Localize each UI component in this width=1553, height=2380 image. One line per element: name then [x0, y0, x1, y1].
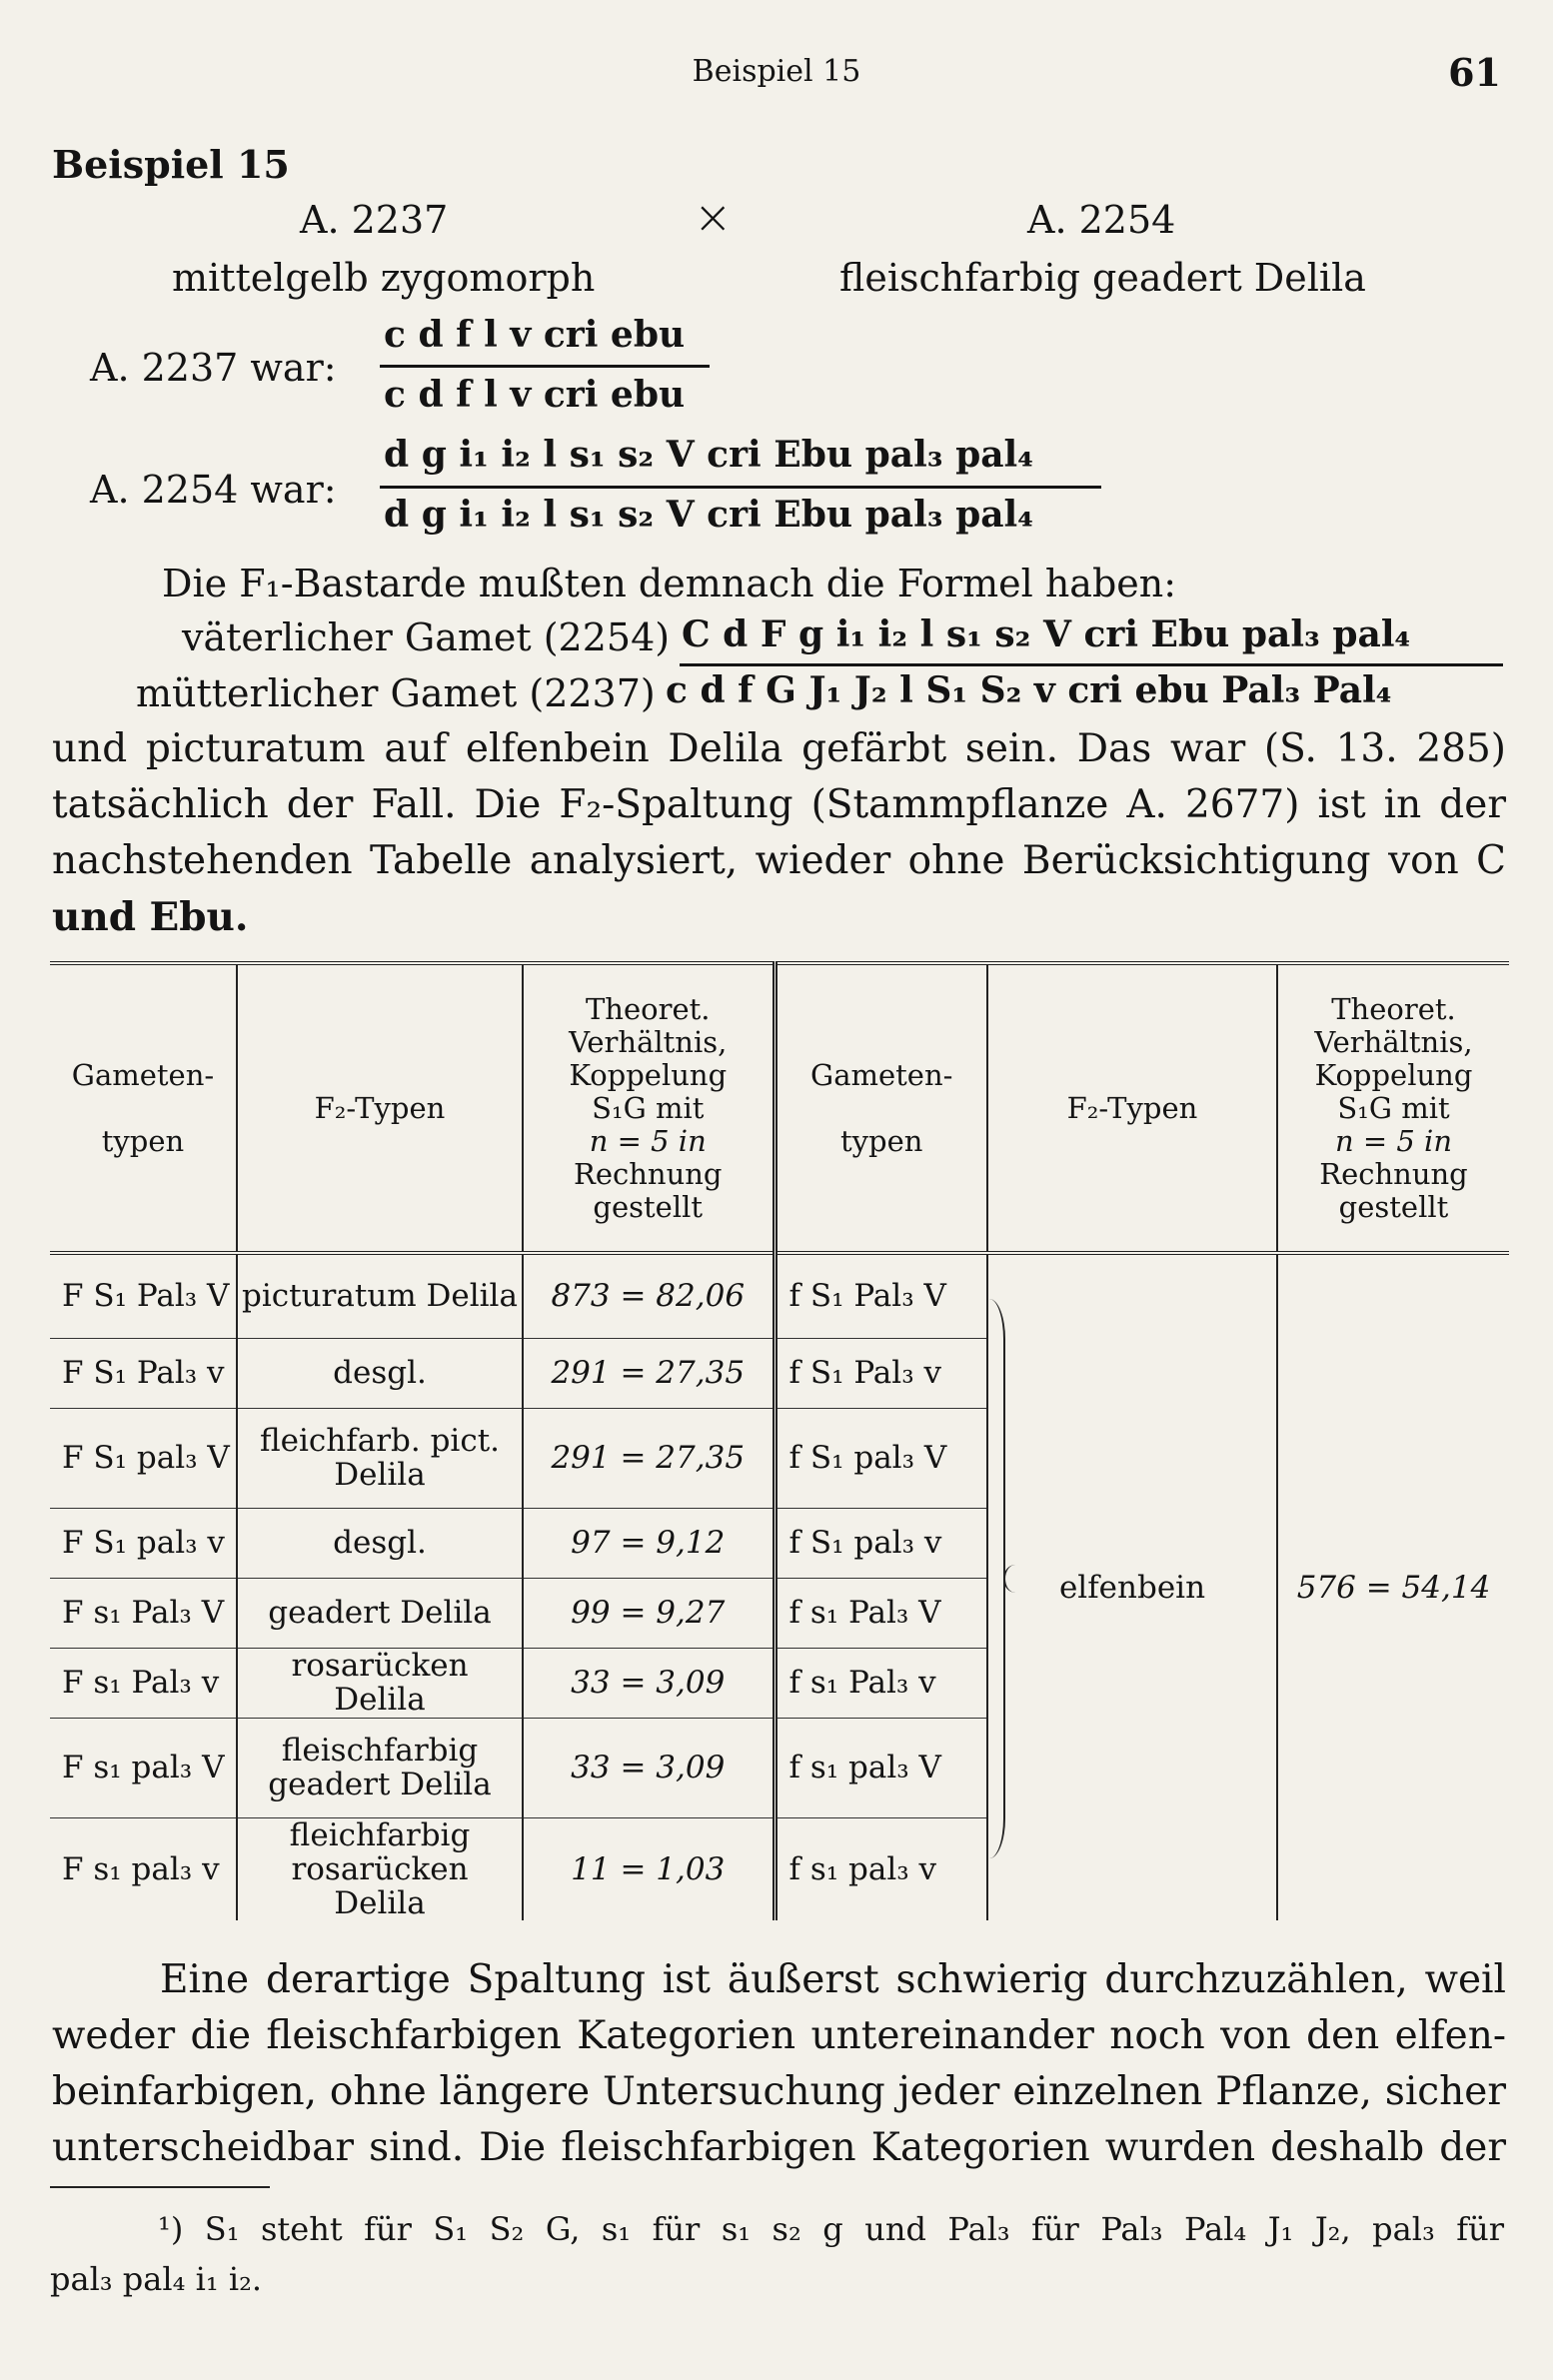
value-cell-right: 576 = 54,14 [1277, 1253, 1509, 1920]
fraction-line [680, 663, 1503, 666]
f1-intro: Die F₁-Bastarde mußten demnach die Formel haben: [162, 562, 1177, 605]
f2-type-cell: fleischfarbig geadert Delila [237, 1718, 523, 1817]
mother-gamete-formula: c d f G J₁ J₂ l S₁ S₂ v cri ebu Pal₃ Pal₄ [666, 669, 1392, 711]
gamete-cell: F S₁ pal₃ v [50, 1508, 237, 1578]
gamete-cell: F S₁ Pal₃ v [50, 1338, 237, 1408]
gamete-cell-right: f s₁ Pal₃ V [775, 1578, 987, 1648]
paragraph-2 [52, 1952, 1506, 2176]
value-cell: 33 = 3,09 [523, 1718, 775, 1817]
f2-type-cell: fleichfarbig rosarücken Delila [237, 1817, 523, 1920]
formula-label: A. 2237 war: [90, 346, 337, 390]
gamete-cell-right: f S₁ pal₃ V [775, 1408, 987, 1508]
cross-symbol: × [694, 190, 733, 244]
value-cell: 291 = 27,35 [523, 1408, 775, 1508]
gamete-cell-right: f S₁ pal₃ v [775, 1508, 987, 1578]
formula-denominator: c d f l v cri ebu [384, 374, 686, 416]
value-cell: 33 = 3,09 [523, 1648, 775, 1718]
value-cell: 97 = 9,12 [523, 1508, 775, 1578]
cross-right-code: A. 2254 [1027, 198, 1176, 242]
running-title: Beispiel 15 [692, 54, 861, 89]
gamete-cell-right: f s₁ Pal₃ v [775, 1648, 987, 1718]
formula-denominator: d g i₁ i₂ l s₁ s₂ V cri Ebu pal₃ pal₄ [384, 494, 1034, 536]
header-theoret-right: Theoret. Verhältnis, Koppelung S₁G mit n = 5 in Rechnung gestellt [1277, 963, 1509, 1253]
father-gamete-formula: C d F g i₁ i₂ l s₁ s₂ V cri Ebu pal₃ pal₄ [682, 613, 1411, 655]
fraction-line [380, 365, 710, 368]
header-gametes: Gameten- typen [50, 963, 237, 1253]
footnote-line: ¹) S₁ steht für S₁ S₂ G, s₁ für s₁ s₂ g und Pal₃ für Pal₃ Pal₄ J₁ J₂, pal₃ für [158, 2210, 1504, 2248]
table-row [50, 1253, 1509, 1338]
text-line: nachstehenden Tabelle analysiert, wieder ohne Berücksichtigung von C [52, 838, 1506, 883]
f2-type-cell-right: elfenbein [987, 1253, 1277, 1920]
section-heading: Beispiel 15 [52, 142, 290, 187]
f2-type-cell: picturatum Delila [237, 1253, 523, 1338]
footnote-rule [50, 2186, 270, 2188]
f2-type-cell: fleichfarb. pict. Delila [237, 1408, 523, 1508]
page-number: 61 [1448, 50, 1501, 95]
text-line: und picturatum auf elfenbein Delila gefärbt sein. Das war (S. 13. 285) [52, 726, 1506, 771]
f2-type-cell: geadert Delila [237, 1578, 523, 1648]
f2-type-cell: desgl. [237, 1508, 523, 1578]
value-cell: 291 = 27,35 [523, 1338, 775, 1408]
mother-gamete-label: mütterlicher Gamet (2237) [136, 671, 656, 715]
gamete-cell-right: f s₁ pal₃ V [775, 1718, 987, 1817]
text-line: beinfarbigen, ohne längere Untersuchung jeder einzelnen Pflanze, sicher [52, 2069, 1506, 2114]
footnote-line: pal₃ pal₄ i₁ i₂. [50, 2260, 263, 2298]
segregation-table [50, 961, 1509, 1920]
cross-left-description: mittelgelb zygomorph [172, 256, 596, 300]
value-cell: 11 = 1,03 [523, 1817, 775, 1920]
header-f2-types-right: F₂-Typen [987, 963, 1277, 1253]
father-gamete-label: väterlicher Gamet (2254) [182, 615, 671, 659]
gamete-cell: F S₁ Pal₃ V [50, 1253, 237, 1338]
gamete-cell: F S₁ pal₃ V [50, 1408, 237, 1508]
value-cell: 873 = 82,06 [523, 1253, 775, 1338]
fraction-line [380, 486, 1101, 489]
running-header [0, 50, 1553, 100]
header-theoret: Theoret. Verhältnis, Koppelung S₁G mit n = 5 in Rechnung gestellt [523, 963, 775, 1253]
header-gametes-right: Gameten- typen [775, 963, 987, 1253]
gamete-cell: F s₁ Pal₃ V [50, 1578, 237, 1648]
cross-right-description: fleischfarbig geadert Delila [839, 256, 1366, 300]
gamete-cell-right: f s₁ pal₃ v [775, 1817, 987, 1920]
formula-numerator: c d f l v cri ebu [384, 314, 686, 356]
f2-type-cell: desgl. [237, 1338, 523, 1408]
gamete-cell-right: f S₁ Pal₃ V [775, 1253, 987, 1338]
header-f2-types: F₂-Typen [237, 963, 523, 1253]
gamete-cell: F s₁ Pal₃ v [50, 1648, 237, 1718]
gamete-cell: F s₁ pal₃ V [50, 1718, 237, 1817]
text-line: tatsächlich der Fall. Die F₂-Spaltung (Stammpflanze A. 2677) ist in der [52, 782, 1506, 827]
formula-label: A. 2254 war: [90, 468, 337, 512]
text-line: weder die fleischfarbigen Kategorien untereinander noch von den elfen- [52, 2013, 1506, 2058]
formula-numerator: d g i₁ i₂ l s₁ s₂ V cri Ebu pal₃ pal₄ [384, 434, 1034, 476]
value-cell: 99 = 9,27 [523, 1578, 775, 1648]
f2-type-cell: rosarücken Delila [237, 1648, 523, 1718]
text-line: unterscheidbar sind. Die fleischfarbigen Kategorien wurden deshalb der [52, 2125, 1506, 2170]
gamete-cell-right: f S₁ Pal₃ v [775, 1338, 987, 1408]
text-line: und Ebu. [52, 894, 249, 940]
table-header-row [50, 963, 1509, 1253]
cross-left-code: A. 2237 [300, 198, 449, 242]
gamete-cell: F s₁ pal₃ v [62, 1850, 220, 1887]
footnote [50, 2204, 1504, 2304]
paragraph-1 [52, 721, 1506, 945]
text-line: Eine derartige Spaltung ist äußerst schwierig durchzuzählen, weil [160, 1957, 1506, 2002]
